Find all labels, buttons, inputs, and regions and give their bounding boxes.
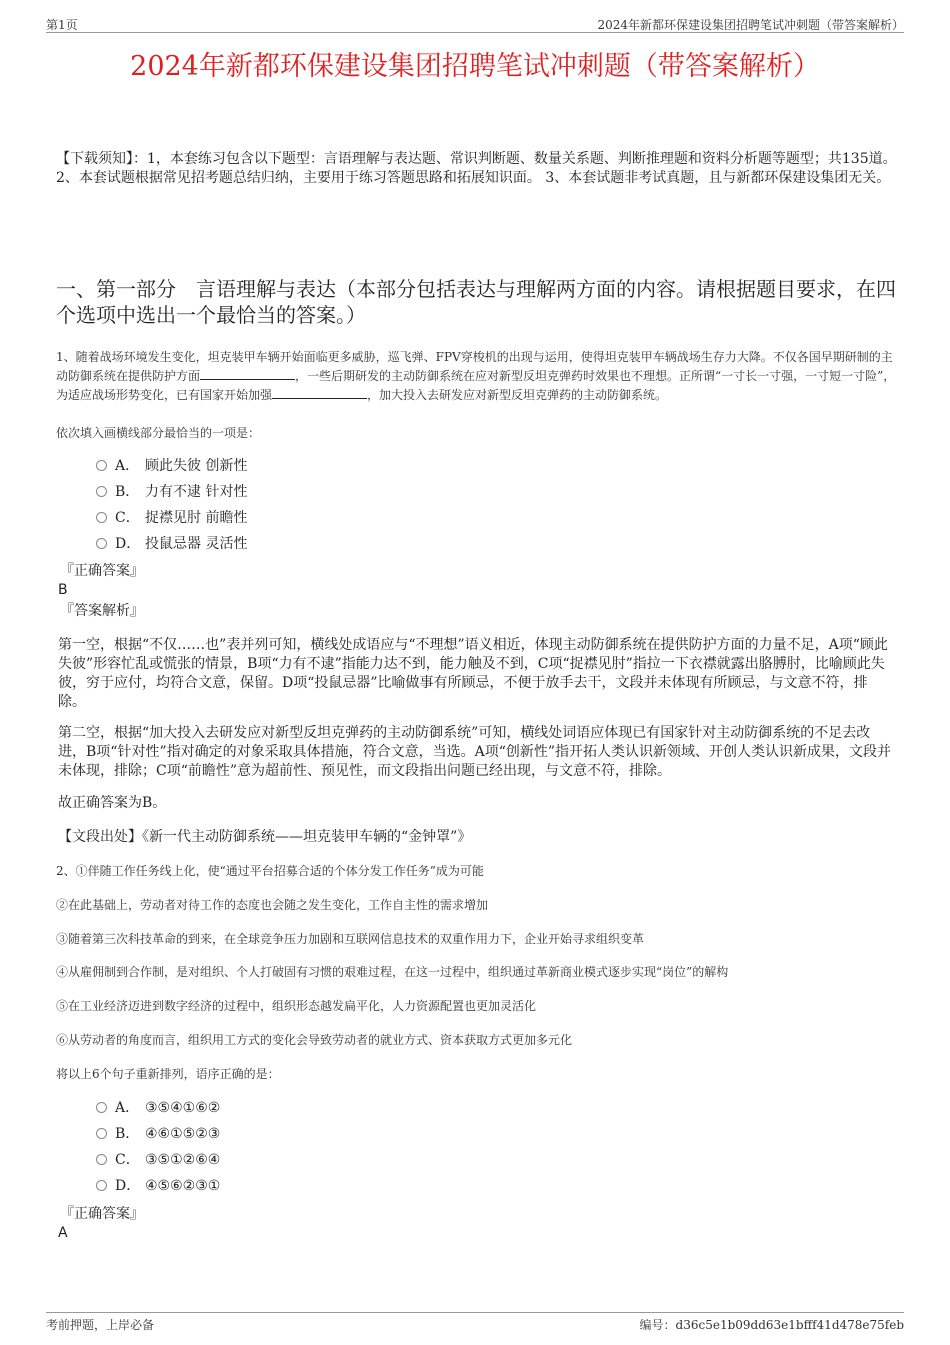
q1-analysis-paragraph: 第二空，根据“加大投入去研发应对新型反坦克弹药的主动防御系统”可知，横线处词语应体现已有国家针对主动防御系统的不足去改进，B项“针对性”指对确定的对象采取具体措施，符合文意，当选。A项“创新性”指开拓人类认识新领域、开创人类认识新成果，文段并未体现，排除；C项“前瞻性”意为超前性、预见性，而文段指出问题已经出现，与文意不符，排除。	[58, 725, 892, 779]
q2-option-b[interactable]: B． ④⑥①⑤②③	[96, 1124, 220, 1144]
q2-option-a[interactable]: A． ③⑤④①⑥②	[96, 1098, 220, 1118]
section-heading: 一、第一部分 言语理解与表达（本部分包括表达与理解两方面的内容。请根据题目要求，在四个选项中选出一个最恰当的答案。）	[56, 277, 896, 327]
q1-option-d[interactable]: D． 投鼠忌器 灵活性	[96, 534, 247, 554]
radio-icon	[96, 1180, 107, 1191]
radio-icon	[96, 1154, 107, 1165]
q2-option-c[interactable]: C． ③⑤①②⑥④	[96, 1150, 220, 1170]
page-header	[46, 14, 904, 33]
q2-answer: A	[58, 1225, 68, 1241]
q1-answer: B	[58, 582, 68, 598]
question-1-stem: 1、随着战场环境发生变化，坦克装甲车辆开始面临更多威胁，巡飞弹、FPV穿梭机的出现与运用，使得坦克装甲车辆战场生存力大降。不仅各国早期研制的主动防御系统在提供防护方面 ，一些后期研发的主动防御系统在应对新型反坦克弹药时效果也不理想。正所谓“一寸长一寸强，一寸短一寸险”，为适应战场形势变化，已有国家开始加强 ，加大投入去研发应对新型反坦克弹药的主动防御系统。	[56, 350, 896, 402]
q2-answer-label: 『正确答案』	[60, 1206, 144, 1222]
radio-icon	[96, 1128, 107, 1139]
q1-option-c[interactable]: C． 捉襟见肘 前瞻性	[96, 508, 247, 528]
page-footer	[46, 1312, 904, 1332]
fill-blank	[272, 386, 367, 399]
q2-sentence: ②在此基础上，劳动者对待工作的态度也会随之发生变化，工作自主性的需求增加	[56, 898, 489, 912]
header-doc-title: 2024年新都环保建设集团招聘笔试冲刺题（带答案解析）	[597, 18, 904, 32]
q1-analysis-label: 『答案解析』	[60, 603, 144, 619]
radio-icon	[96, 1102, 107, 1113]
radio-icon	[96, 460, 107, 471]
radio-icon	[96, 512, 107, 523]
q1-answer-label: 『正确答案』	[60, 563, 144, 579]
q2-sentence: ③随着第三次科技革命的到来，在全球竞争压力加剧和互联网信息技术的双重作用力下，企业开始寻求组织变革	[56, 932, 645, 946]
fill-blank	[200, 367, 295, 380]
q2-sentence: ④从雇佣制到合作制，是对组织、个人打破固有习惯的艰难过程，在这一过程中，组织通过革新商业模式逐步实现“岗位”的解构	[56, 965, 729, 979]
radio-icon	[96, 486, 107, 497]
q1-analysis-paragraph: 第一空，根据“不仅……也”表并列可知，横线处成语应与“不理想”语义相近，体现主动防御系统在提供防护方面的力量不足，A项“顾此失彼”形容忙乱或慌张的情景，B项“力有不逮”指能力达不到，能力触及不到，C项“捉襟见肘”指拉一下衣襟就露出胳膊肘，比喻顾此失彼，穷于应付，均符合文意，保留。D项“投鼠忌器”比喻做事有所顾忌，不便于放手去干，文段并未体现有所顾忌，与文意不符，排除。	[58, 637, 888, 710]
q2-sentence: ⑥从劳动者的角度而言，组织用工方式的变化会导致劳动者的就业方式、资本获取方式更加多元化	[56, 1033, 573, 1047]
q1-source: 【文段出处】《新一代主动防御系统——坦克装甲车辆的“金钟罩”》	[58, 829, 472, 845]
q2-option-d[interactable]: D． ④⑤⑥②③①	[96, 1176, 220, 1196]
radio-icon	[96, 538, 107, 549]
footer-slogan: 考前押题，上岸必备	[46, 1318, 155, 1332]
download-notice: 【下载须知】：1，本套练习包含以下题型：言语理解与表达题、常识判断题、数量关系题、判断推理题和资料分析题等题型；共135道。 2、本套试题根据常见招考题总结归纳，主要用于练习答题思路和拓展知识面。 3、本套试题非考试真题，且与新都环保建设集团无关。	[56, 151, 897, 186]
page-number: 第1页	[46, 18, 78, 32]
q1-option-a[interactable]: A． 顾此失彼 创新性	[96, 456, 247, 476]
document-id: 编号：d36c5e1b09dd63e1bfff41d478e75feb	[639, 1318, 904, 1332]
q2-sentence: ⑤在工业经济迈进到数字经济的过程中，组织形态越发扁平化，人力资源配置也更加灵活化	[56, 999, 537, 1013]
q2-prompt: 将以上6个句子重新排列，语序正确的是：	[56, 1067, 280, 1081]
question-1-prompt: 依次填入画横线部分最恰当的一项是：	[56, 426, 261, 440]
q2-sentence: 2、①伴随工作任务线上化，使“通过平台招募合适的个体分发工作任务”成为可能	[56, 864, 484, 878]
q1-conclusion: 故正确答案为B。	[58, 795, 167, 811]
document-title: 2024年新都环保建设集团招聘笔试冲刺题（带答案解析）	[130, 51, 820, 82]
q1-option-b[interactable]: B． 力有不逮 针对性	[96, 482, 247, 502]
